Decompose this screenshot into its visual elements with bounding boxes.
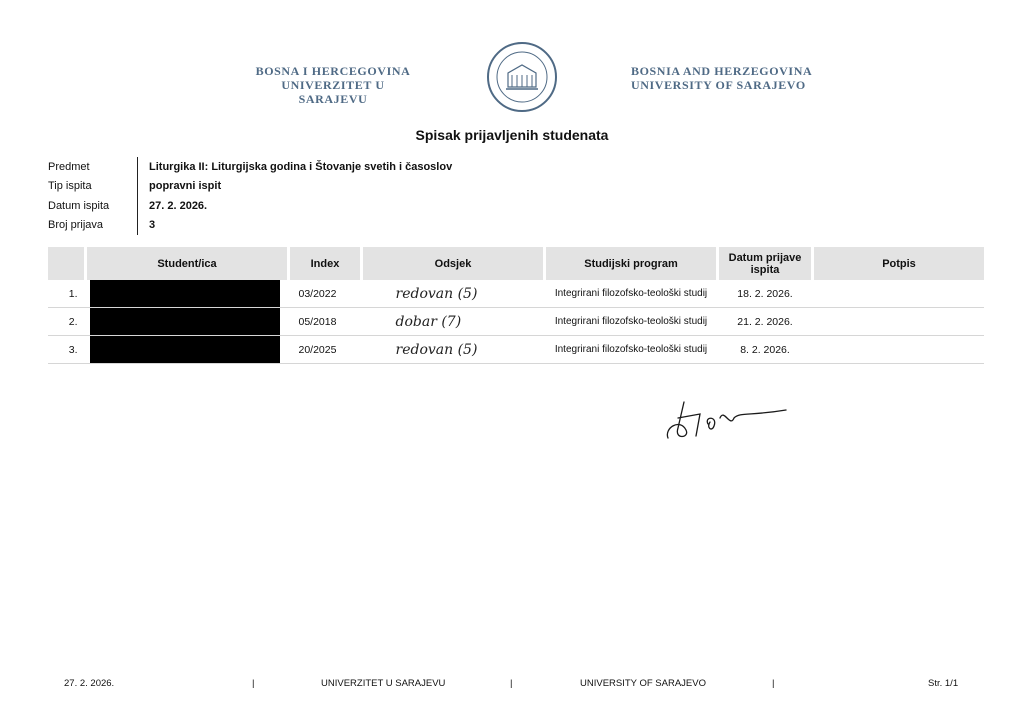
meta-value: popravni ispit [149, 180, 222, 193]
page-title: Spisak prijavljenih studenata [415, 127, 609, 143]
footer-separator: | [510, 678, 513, 689]
table-row [48, 280, 984, 308]
row-number: 1. [48, 280, 86, 308]
meta-row-datum [48, 196, 452, 216]
student-name-redacted [86, 336, 289, 364]
row-signature [813, 280, 985, 308]
meta-row-predmet [48, 157, 452, 177]
row-grade-handwritten: dobar (7) [362, 308, 545, 336]
footer-date: 27. 2. 2026. [64, 678, 115, 689]
footer-separator: | [772, 678, 775, 689]
header-date: Datum prijave ispita [718, 247, 813, 280]
handwritten-signature [660, 388, 800, 448]
row-index: 05/2018 [289, 308, 362, 336]
row-grade-handwritten: redovan (5) [362, 280, 545, 308]
row-index: 03/2022 [289, 280, 362, 308]
meta-label: Datum ispita [48, 199, 110, 212]
row-date: 18. 2. 2026. [718, 280, 813, 308]
header-right-line2: UNIVERSITY OF SARAJEVO [631, 78, 806, 92]
meta-divider [137, 196, 138, 216]
row-index: 20/2025 [289, 336, 362, 364]
student-name-redacted [86, 308, 289, 336]
meta-value: 27. 2. 2026. [149, 199, 208, 212]
row-number: 3. [48, 336, 86, 364]
row-program: Integrirani filozofsko-teološki studij [545, 280, 718, 308]
header-index: Index [289, 247, 362, 280]
university-seal-icon [486, 41, 558, 113]
table-header-row [48, 247, 984, 280]
meta-value: 3 [149, 219, 156, 232]
header-signature: Potpis [813, 247, 985, 280]
row-program: Integrirani filozofsko-teološki studij [545, 336, 718, 364]
header-left-line1: BOSNA I HERCEGOVINA [255, 64, 411, 78]
table-row [48, 308, 984, 336]
footer-page-number: Str. 1/1 [928, 678, 959, 689]
row-date: 21. 2. 2026. [718, 308, 813, 336]
header-right-line1: BOSNIA AND HERZEGOVINA [631, 64, 813, 78]
header-right [631, 64, 821, 92]
header-odsjek: Odsjek [362, 247, 545, 280]
meta-label: Predmet [48, 160, 90, 173]
row-signature [813, 336, 985, 364]
exam-meta [48, 157, 452, 235]
students-table [48, 247, 984, 364]
meta-divider [137, 216, 138, 236]
student-name-redacted [86, 280, 289, 308]
footer-separator: | [252, 678, 255, 689]
meta-row-broj [48, 216, 452, 236]
header-num [48, 247, 86, 280]
footer-university-en: UNIVERSITY OF SARAJEVO [580, 678, 706, 689]
header-student: Student/ica [86, 247, 289, 280]
row-number: 2. [48, 308, 86, 336]
header-program: Studijski program [545, 247, 718, 280]
row-program: Integrirani filozofsko-teološki studij [545, 308, 718, 336]
meta-row-tip [48, 177, 452, 197]
meta-label: Tip ispita [48, 180, 92, 193]
table-row [48, 336, 984, 364]
meta-divider [137, 157, 138, 177]
meta-divider [137, 177, 138, 197]
row-date: 8. 2. 2026. [718, 336, 813, 364]
header-left-line2: UNIVERZITET U SARAJEVU [281, 78, 385, 106]
header-left [250, 64, 416, 106]
row-signature [813, 308, 985, 336]
meta-label: Broj prijava [48, 219, 104, 232]
meta-value: Liturgika II: Liturgijska godina i Štovanje svetih i časoslov [149, 160, 453, 173]
footer-university-local: UNIVERZITET U SARAJEVU [321, 678, 446, 689]
row-grade-handwritten: redovan (5) [362, 336, 545, 364]
